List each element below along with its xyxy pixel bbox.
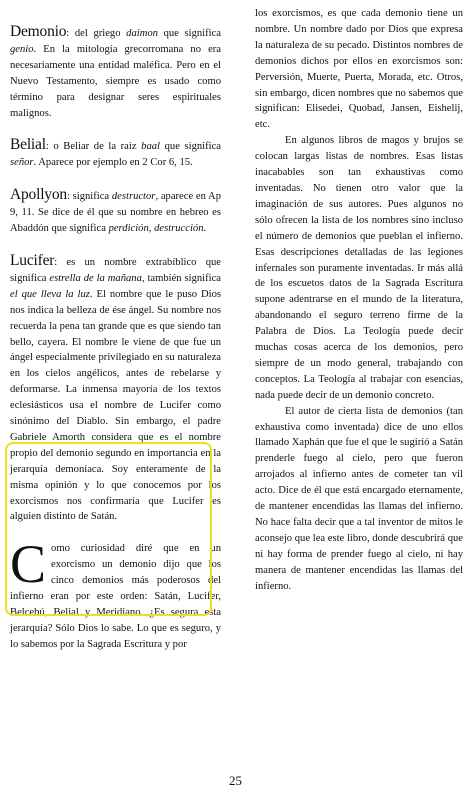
paragraph-curiosidad <box>10 534 221 652</box>
paragraph: El autor de cierta lista de demonios (tan exhaustiva como inventada) dice de uno ellos llamado Xaphán que fue el que le sugirió a Satán prenderle fuego al cielo, pero que fueron arrojados al infierno antes de cometer tan vil acto. Dice de él que está encargado eternamente, de mantener encendidas las llamas del infierno. No hace falta decir que a tal inventor de mitos le aconsejo que lea este libro, donde descubrirá que ni hay forma de prender fuego al cielo, ni hay manera de mantener encendidas las llamas del infierno. <box>255 405 463 592</box>
paragraph <box>10 137 221 171</box>
text: que significa <box>157 28 221 39</box>
text: . El nombre que le puso Dios nos indica la belleza de ése ángel. Su nombre nos recuerda la pena tan grande que es que siendo tan bello, cayera. El nombre le viene de que fue un ángel especialmente privilegiado en su naturaleza en los cielos angélicos, antes de rebelarse y deformarse. La inmensa mayoría de los textos eclesiásticos usa el nombre de Lucifer como sinónimo del Diablo. Sin embargo, el padre Gabriele Amorth considera que es el nombre propio del demonio segundo en importancia en la jerarquía demoníaca. Soy enteramente de la misma opinión y lo que conocemos por los exorcismos nos confirmaría que Lucifer es alguien distinto de Satán. <box>10 288 221 523</box>
paragraph <box>10 187 221 237</box>
entry-apollyon <box>10 187 221 237</box>
italic-text: señor <box>10 157 34 169</box>
entry-lucifer <box>10 253 221 525</box>
entry-belial <box>10 137 221 171</box>
paragraph <box>10 24 221 121</box>
term-apollyon: Apollyon <box>10 186 67 204</box>
italic-text: genio <box>10 43 34 55</box>
text: que significa <box>159 141 221 153</box>
italic-text: baal <box>141 141 160 153</box>
italic-text: el que lleva la luz <box>10 288 90 300</box>
right-column <box>255 6 463 595</box>
term-lucifer: Lucifer <box>10 251 55 269</box>
text: , aparece en Ap 9, 11. Se dice de él que su nombre en hebreo es Abaddón que significa <box>10 191 221 235</box>
text: omo curiosidad diré que en un exorcismo un demonio dijo que los cinco demonios más poderosos del infierno eran por este orden: Satán, Lucifer, Belcebú, Belial y Meridiano. ¿Es segura esta jerarquía? Sólo Dios lo sabe. Lo que es seguro, y lo sabemos por la Sagrada Escritura y por <box>10 543 221 650</box>
text: . En la mitología grecorromana no era necesariamente una entidad maléfica. Pero en el Nuevo Testamento, siempre es usado como término para designar seres espirituales malignos. <box>10 43 221 119</box>
text: . Aparece por ejemplo en 2 Cor 6, 15. <box>33 157 193 169</box>
paragraph <box>10 253 221 525</box>
term-demonio: Demonio <box>10 23 67 40</box>
text: : o Beliar de la raíz <box>45 141 142 153</box>
italic-text: estrella de la mañana <box>49 272 142 284</box>
term-belial: Belial <box>10 136 46 154</box>
text: : del griego <box>66 28 127 39</box>
text: : significa <box>66 191 112 203</box>
italic-text: perdición, destrucción <box>108 223 204 235</box>
drop-cap: C <box>10 534 47 595</box>
paragraph: los exorcismos, es que cada demonio tiene un nombre. Un nombre dado por Dios que expresa la naturaleza de su pecado. Distintos nombres de demonios dichos por ellos en exorcismos son: Perversión, Muerte, Puerta, Morada, etc. Otros, sin embargo, dicen nombres que no sabemos que significan: Elisedei, Quobad, Jansen, Eishelij, etc. <box>255 8 463 131</box>
italic-text: destructor <box>111 191 156 203</box>
left-column <box>10 24 221 653</box>
text: : es un nombre extrabíblico que significa <box>10 256 221 284</box>
italic-text: daimon <box>126 28 158 39</box>
text: . <box>203 223 207 235</box>
page-number: 25 <box>229 773 242 788</box>
entry-demonio <box>10 24 221 121</box>
text: , también significa <box>141 272 221 284</box>
paragraph: En algunos libros de magos y brujos se colocan largas listas de nombres. Esas listas inacabables son tan exhaustivas como inventadas. No tienen otro valor que la imaginación de sus autores. Pues algunos no sólo ofrecen la lista de los nombres sino incluso el número de demonios que pueblan el infierno. Esas descripciones detalladas de las legiones infernales son puramente inventadas. Ir más allá de los escuetos datos de la Sagrada Escritura supone adentrarse en el mundo de la literatura, abandonando el seguro terreno firme de la Palabra de Dios. La Teología puede decir muchas cosas acerca de los demonios, pero siempre de un modo general, trabajando con conceptos. La Teología al trabajar con esencias, nada puede decir de un demonio concreto. <box>255 135 463 401</box>
